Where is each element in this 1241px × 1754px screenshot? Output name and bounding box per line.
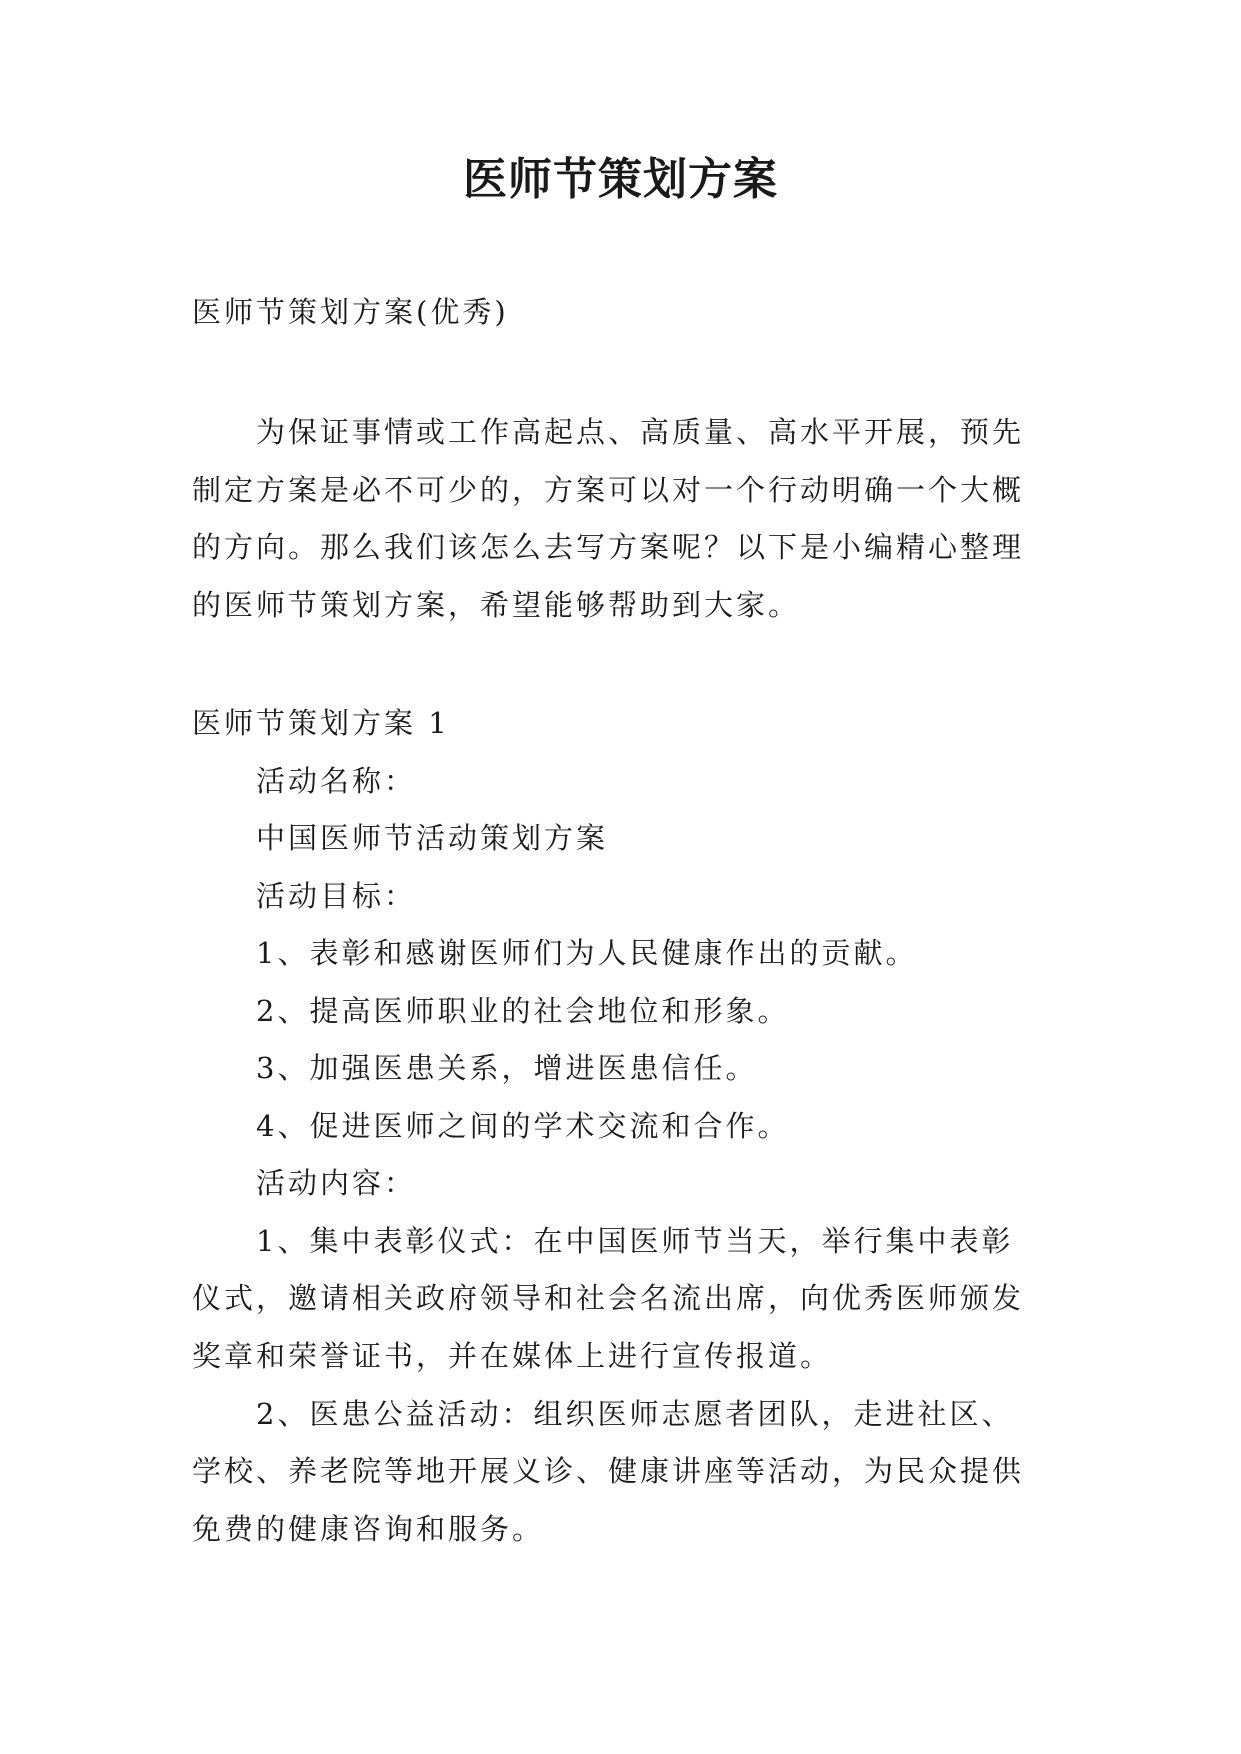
content-item-line: 仪式，邀请相关政府领导和社会名流出席，向优秀医师颁发 bbox=[192, 1281, 1025, 1315]
content-item-line: 学校、养老院等地开展义诊、健康讲座等活动，为民众提供 bbox=[192, 1454, 1025, 1488]
intro-line: 的医师节策划方案，希望能够帮助到大家。 bbox=[192, 588, 801, 622]
activity-content-label: 活动内容： bbox=[256, 1166, 417, 1200]
goal-item: 1、表彰和感谢医师们为人民健康作出的贡献。 bbox=[256, 936, 918, 970]
content-item-line: 2、医患公益活动：组织医师志愿者团队，走进社区、 bbox=[256, 1397, 1014, 1431]
intro-line: 制定方案是必不可少的，方案可以对一个行动明确一个大概 bbox=[192, 473, 1025, 507]
intro-line: 的方向。那么我们该怎么去写方案呢？以下是小编精心整理 bbox=[192, 530, 1025, 564]
activity-name-value: 中国医师节活动策划方案 bbox=[256, 821, 609, 855]
content-item-line: 免费的健康咨询和服务。 bbox=[192, 1512, 545, 1546]
goal-item: 3、加强医患关系，增进医患信任。 bbox=[256, 1051, 758, 1085]
document-subtitle: 医师节策划方案(优秀) bbox=[192, 295, 509, 329]
activity-name-label: 活动名称： bbox=[256, 764, 417, 798]
goal-item: 4、促进医师之间的学术交流和合作。 bbox=[256, 1109, 790, 1143]
activity-goal-label: 活动目标： bbox=[256, 879, 417, 913]
section-heading: 医师节策划方案 1 bbox=[192, 706, 450, 740]
intro-line: 为保证事情或工作高起点、高质量、高水平开展，预先 bbox=[256, 415, 1025, 449]
content-item-line: 奖章和荣誉证书，并在媒体上进行宣传报道。 bbox=[192, 1339, 833, 1373]
goal-item: 2、提高医师职业的社会地位和形象。 bbox=[256, 994, 790, 1028]
document-title: 医师节策划方案 bbox=[463, 154, 778, 205]
content-item-line: 1、集中表彰仪式：在中国医师节当天，举行集中表彰 bbox=[256, 1224, 1014, 1258]
